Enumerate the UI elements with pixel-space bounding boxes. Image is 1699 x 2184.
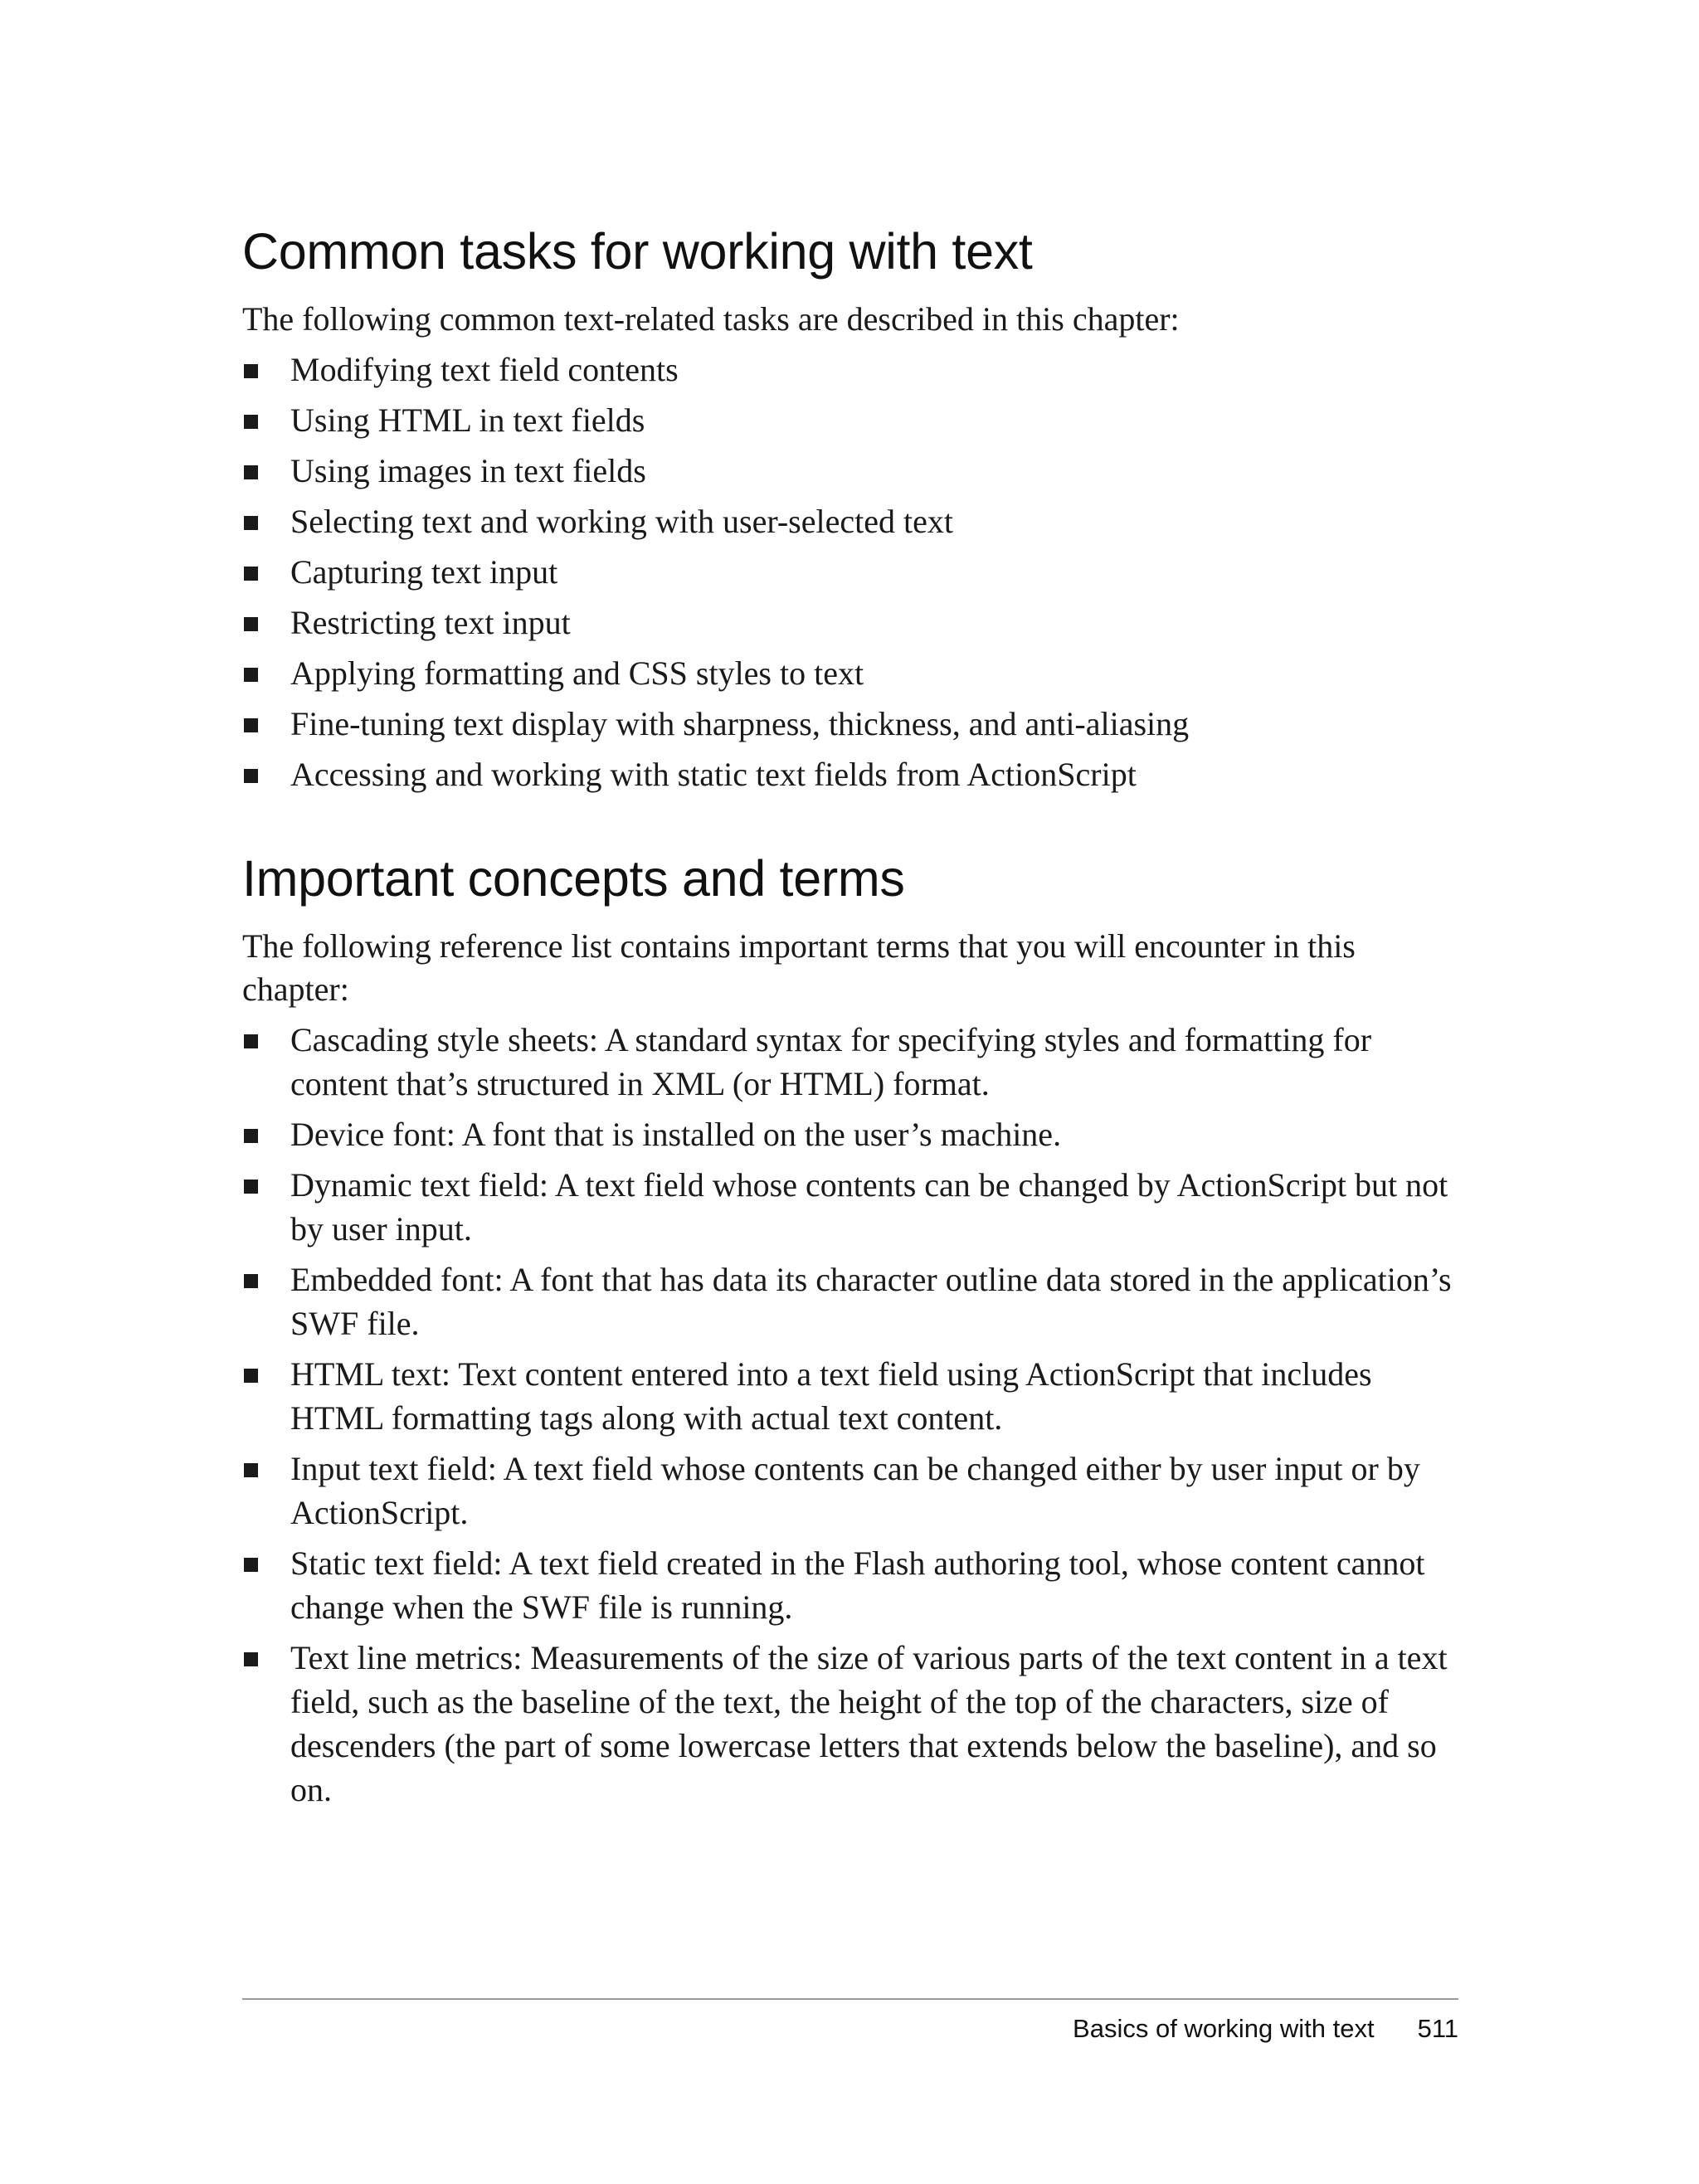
section-intro-common-tasks: The following common text-related tasks are described in this chapter: [242, 300, 1180, 338]
list-item-text: Embedded font: A font that has data its character outline data stored in the application’s SWF file. [290, 1261, 1452, 1343]
list-item [242, 1163, 1458, 1251]
square-bullet-icon [244, 516, 258, 530]
list-item [242, 1447, 1458, 1535]
square-bullet-icon [244, 718, 258, 732]
page-footer [242, 2014, 1458, 2044]
footer-chapter-title: Basics of working with text [1073, 2014, 1375, 2043]
list-item-text: Accessing and working with static text fields from ActionScript [290, 756, 1137, 794]
list-item-text: Using images in text fields [290, 452, 646, 490]
list-item-text: Capturing text input [290, 553, 558, 591]
list-item [242, 1018, 1458, 1106]
list-item-text: Restricting text input [290, 604, 571, 642]
list-item [242, 702, 1458, 746]
list-item [242, 398, 1458, 442]
list-item-text: Using HTML in text fields [290, 401, 645, 440]
list-item-text: Selecting text and working with user-selected text [290, 503, 953, 541]
list-item-text: Fine-tuning text display with sharpness, thickness, and anti-aliasing [290, 705, 1190, 743]
list-item [242, 601, 1458, 644]
concepts-terms-list [242, 1018, 1458, 1812]
square-bullet-icon [244, 668, 258, 682]
list-item [242, 1112, 1458, 1156]
list-item [242, 1636, 1458, 1812]
list-item [242, 752, 1458, 796]
list-item [242, 651, 1458, 695]
square-bullet-icon [244, 1463, 258, 1477]
square-bullet-icon [244, 1274, 258, 1288]
list-item-text: Device font: A font that is installed on the user’s machine. [290, 1116, 1062, 1154]
square-bullet-icon [244, 1369, 258, 1383]
list-item-text: Cascading style sheets: A standard syntax for specifying styles and formatting for content that’s structured in XML (or HTML) format. [290, 1021, 1372, 1103]
square-bullet-icon [244, 1034, 258, 1048]
list-item [242, 550, 1458, 594]
list-item-text: Text line metrics: Measurements of the size of various parts of the text content in a text field, such as the baseline of the text, the height of the top of the characters, size of descenders (the part of some lowercase letters that extends below the baseline), and so on. [290, 1639, 1448, 1809]
section-intro-concepts-terms: The following reference list contains important terms that you will encounter in this chapter: [242, 927, 1356, 1009]
common-tasks-list [242, 348, 1458, 796]
list-item [242, 449, 1458, 493]
list-item [242, 1352, 1458, 1440]
list-item-text: Applying formatting and CSS styles to text [290, 654, 864, 693]
list-item-text: Modifying text field contents [290, 351, 679, 389]
square-bullet-icon [244, 769, 258, 783]
square-bullet-icon [244, 1652, 258, 1666]
page-content [242, 224, 1458, 1818]
section-heading-concepts-terms: Important concepts and terms [242, 850, 905, 907]
page-number: 511 [1417, 2014, 1458, 2043]
square-bullet-icon [244, 364, 258, 378]
section-heading-common-tasks: Common tasks for working with text [242, 223, 1033, 280]
square-bullet-icon [244, 1180, 258, 1194]
list-item [242, 1541, 1458, 1629]
list-item-text: Dynamic text field: A text field whose contents can be changed by ActionScript but not by user input. [290, 1166, 1448, 1248]
list-item-text: HTML text: Text content entered into a text field using ActionScript that includes HTML formatting tags along with actual text content. [290, 1355, 1372, 1437]
square-bullet-icon [244, 415, 258, 429]
list-item-text: Static text field: A text field created in the Flash authoring tool, whose content cannot change when the SWF file is running. [290, 1544, 1425, 1627]
list-item [242, 1257, 1458, 1345]
square-bullet-icon [244, 617, 258, 631]
square-bullet-icon [244, 1129, 258, 1143]
square-bullet-icon [244, 567, 258, 581]
square-bullet-icon [244, 1558, 258, 1572]
list-item [242, 348, 1458, 392]
list-item-text: Input text field: A text field whose contents can be changed either by user input or by ActionScript. [290, 1450, 1420, 1532]
square-bullet-icon [244, 465, 258, 479]
footer-divider [242, 1998, 1458, 2000]
list-item [242, 499, 1458, 543]
